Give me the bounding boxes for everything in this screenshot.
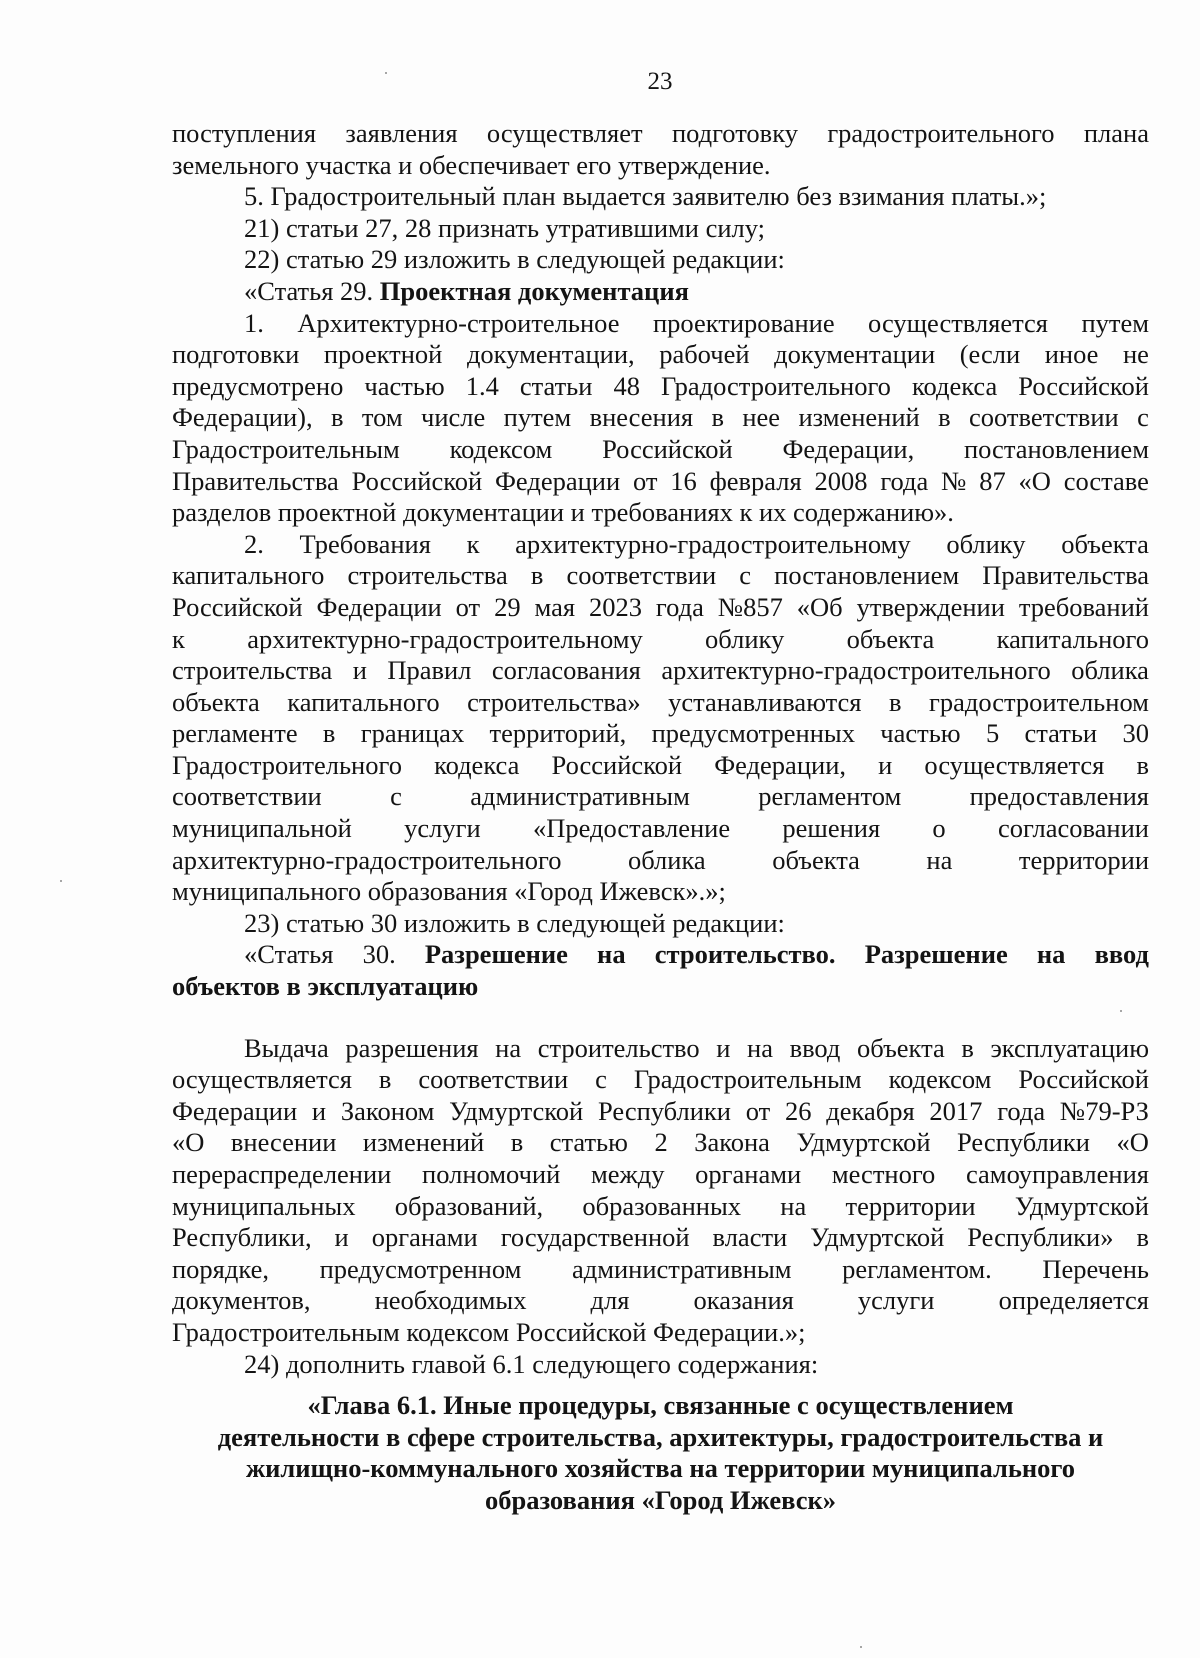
word: 2023 xyxy=(588,591,642,622)
bold-word: на xyxy=(1036,939,1066,970)
word: года xyxy=(655,591,704,622)
word: Градостроительным xyxy=(633,1064,862,1095)
word: от xyxy=(455,591,481,622)
scan-speck xyxy=(860,1646,862,1648)
word: проектной xyxy=(323,339,443,370)
text-line xyxy=(172,1222,1149,1254)
word: Республики, xyxy=(172,1222,312,1253)
text-line xyxy=(172,876,1149,908)
text-line xyxy=(172,560,1149,592)
word: предусмотренном xyxy=(319,1253,522,1284)
text-line xyxy=(172,1285,1149,1317)
word: разделов проектной документации и требованиях к их содержанию». xyxy=(172,497,954,528)
word: для xyxy=(590,1285,630,1316)
word: Архитектурно-строительное xyxy=(297,307,620,338)
word: на xyxy=(926,844,953,875)
word: не xyxy=(1122,339,1149,370)
word: Удмуртской xyxy=(810,1222,945,1253)
text-line xyxy=(172,434,1149,466)
word: мая xyxy=(534,591,576,622)
word: Федерации), xyxy=(172,402,313,433)
word: кодекса xyxy=(911,370,998,401)
word: 2008 xyxy=(814,465,868,496)
document-body xyxy=(172,118,1149,1380)
word: 2. xyxy=(244,528,264,559)
word: Федерации xyxy=(172,1095,298,1126)
word: в xyxy=(530,560,544,591)
word: осуществляется xyxy=(924,749,1105,780)
word: порядке, xyxy=(172,1253,269,1284)
word: органами xyxy=(371,1222,478,1253)
word: капитального xyxy=(172,560,325,591)
word: года xyxy=(880,465,929,496)
word: Законом xyxy=(340,1095,435,1126)
word: на xyxy=(780,1190,807,1221)
word: статьи xyxy=(519,370,593,401)
word: согласовании xyxy=(997,813,1149,844)
word: внесении xyxy=(230,1127,337,1158)
word: Правительства xyxy=(982,560,1149,591)
word: Перечень xyxy=(1042,1253,1149,1284)
word: частью xyxy=(364,370,445,401)
text-line xyxy=(172,1127,1149,1159)
word: соответствии xyxy=(969,402,1119,433)
word: решения xyxy=(782,813,881,844)
word: строительства» xyxy=(467,686,641,717)
word: в xyxy=(510,1127,524,1158)
word: с xyxy=(1137,402,1149,433)
word: 5. Градостроительный план выдается заявителю без взимания платы.»; xyxy=(244,181,1047,212)
word: с xyxy=(739,560,752,591)
word: границах xyxy=(360,718,465,749)
word: с xyxy=(595,1064,607,1095)
word: Градостроительного xyxy=(660,370,891,401)
word: «Статья 29. xyxy=(244,275,380,306)
word: строительства xyxy=(172,655,333,686)
word: от xyxy=(745,1095,771,1126)
word: документации xyxy=(774,339,936,370)
scan-speck xyxy=(60,880,62,882)
word: устанавливаются xyxy=(668,686,862,717)
word: к xyxy=(172,623,185,654)
word: Федерации xyxy=(495,465,621,496)
text-line xyxy=(172,497,1149,529)
word: «Об xyxy=(796,591,843,622)
word: 23) статью 30 изложить в следующей редакции: xyxy=(244,907,785,938)
word: Градостроительным кодексом Российской Федерации.»; xyxy=(172,1316,806,1347)
word: Российской xyxy=(351,465,483,496)
word: 29 xyxy=(494,591,521,622)
word: Республики xyxy=(598,1095,731,1126)
bold-word: Разрешение xyxy=(864,939,1008,970)
word: статью xyxy=(549,1127,628,1158)
word: Удмуртской xyxy=(796,1127,931,1158)
text-line xyxy=(172,718,1149,750)
word: архитектурно-градостроительного xyxy=(661,655,1051,686)
word: согласования xyxy=(491,655,641,686)
text-line xyxy=(172,181,1149,213)
word: кодексом xyxy=(888,1064,992,1095)
word: февраля xyxy=(709,465,802,496)
text-line xyxy=(172,529,1149,561)
word: Республики» xyxy=(967,1222,1114,1253)
word: органами xyxy=(695,1159,802,1189)
word: изменений xyxy=(798,402,920,433)
word: облику xyxy=(946,528,1026,559)
bold-word: Разрешение xyxy=(424,939,568,970)
text-line xyxy=(172,592,1149,624)
word: подготовки xyxy=(172,339,300,370)
scan-speck xyxy=(1120,1010,1122,1012)
word: услуги xyxy=(404,813,481,844)
word: путем xyxy=(1081,307,1149,338)
text-line xyxy=(172,624,1149,656)
word: разрешения xyxy=(345,1032,479,1063)
word: регламентом. xyxy=(842,1253,992,1284)
text-line xyxy=(172,687,1149,719)
word: плана xyxy=(1083,118,1149,148)
word: 26 xyxy=(784,1095,812,1126)
text-line xyxy=(172,402,1149,434)
word: №79-РЗ xyxy=(1059,1095,1149,1126)
word: Российской xyxy=(551,749,683,780)
word: территорий, xyxy=(489,718,627,749)
word: предусмотрено xyxy=(172,370,344,401)
word: Федерации, xyxy=(714,749,846,780)
text-line xyxy=(172,1349,1149,1381)
word: рабочей xyxy=(659,339,750,370)
scan-speck xyxy=(385,72,387,74)
word: том xyxy=(361,402,403,433)
heading-line: жилищно-коммунального хозяйства на территории муниципального xyxy=(245,1453,1076,1484)
word: архитектурно-градостроительному xyxy=(247,623,643,654)
word: строительство xyxy=(537,1032,700,1063)
word: Российской xyxy=(602,433,733,464)
word: составе xyxy=(1063,465,1149,496)
word: Российской xyxy=(172,591,303,622)
word: «Предоставление xyxy=(532,813,731,844)
word: эксплуатацию xyxy=(990,1032,1149,1063)
word: осуществляет xyxy=(486,118,643,148)
word: и xyxy=(716,1032,731,1063)
word: в xyxy=(888,686,902,717)
word: предоставления xyxy=(969,781,1149,812)
word: архитектурно-градостроительного xyxy=(172,844,562,875)
word: от xyxy=(632,465,658,496)
word: Удмуртской xyxy=(1014,1190,1149,1221)
word: утверждении xyxy=(856,591,1005,622)
word: в xyxy=(1136,1222,1149,1253)
word: оказания xyxy=(693,1285,794,1316)
chapter-heading xyxy=(172,1390,1149,1516)
word: 1.4 xyxy=(465,370,499,401)
word: статьи xyxy=(1024,718,1098,749)
word: муниципальной xyxy=(172,813,352,844)
word: облику xyxy=(705,623,785,654)
text-line xyxy=(172,813,1149,845)
text-line xyxy=(172,213,1149,245)
text-line xyxy=(172,939,1149,971)
word: декабря xyxy=(826,1095,915,1126)
word: Закона xyxy=(694,1127,770,1158)
text-line xyxy=(172,845,1149,877)
word: строительства xyxy=(347,560,508,591)
word: государственной xyxy=(500,1222,690,1253)
word: в xyxy=(711,402,724,433)
text-line xyxy=(172,1191,1149,1223)
word: Правил xyxy=(387,655,472,686)
word: осуществляется xyxy=(172,1064,352,1095)
word: документов, xyxy=(172,1285,311,1316)
word: документации, xyxy=(466,339,635,370)
word: Федерации xyxy=(316,591,442,622)
word: «О xyxy=(1018,465,1051,496)
word: на xyxy=(495,1032,522,1063)
word: 16 xyxy=(670,465,697,496)
word: объекта xyxy=(1061,528,1149,559)
word: регламенте xyxy=(172,718,298,749)
word: капитального xyxy=(996,623,1149,654)
word: числе xyxy=(421,402,486,433)
word: 5 xyxy=(985,718,1000,749)
text-line xyxy=(172,781,1149,813)
word: предусмотренных xyxy=(651,718,855,749)
word: Удмуртской xyxy=(449,1095,584,1126)
word: 30. xyxy=(362,939,396,970)
text-line xyxy=(172,150,1149,182)
word: нее xyxy=(742,402,781,433)
word: местного xyxy=(831,1159,936,1189)
word: «О xyxy=(172,1127,205,1158)
word: и xyxy=(878,749,893,780)
word: самоуправления xyxy=(965,1159,1149,1189)
text-line xyxy=(172,308,1149,340)
text-line xyxy=(172,655,1149,687)
word: объекта xyxy=(772,844,860,875)
text-line xyxy=(172,1096,1149,1128)
word: проектирование xyxy=(652,307,835,338)
text-line xyxy=(172,971,1149,1003)
text-line xyxy=(172,1317,1149,1349)
word: образований, xyxy=(394,1190,544,1221)
word: (если xyxy=(959,339,1021,370)
word: изменений xyxy=(362,1127,485,1158)
word: «Статья xyxy=(244,939,334,970)
bold-word: строительство. xyxy=(654,939,836,970)
text-line xyxy=(172,244,1149,276)
word: образованных xyxy=(582,1190,742,1221)
word: на xyxy=(747,1032,773,1063)
page-number: 23 xyxy=(647,68,673,95)
word: градостроительного xyxy=(827,118,1055,148)
bold-word: на xyxy=(597,939,626,970)
word: 2 xyxy=(654,1127,668,1158)
word: муниципального образования «Город Ижевск».»; xyxy=(172,876,726,907)
word: постановлением xyxy=(963,433,1149,464)
word: постановлением xyxy=(774,560,960,591)
word: частью xyxy=(880,718,961,749)
word: в xyxy=(330,402,344,433)
word: 22) статью 29 изложить в следующей редакции: xyxy=(244,244,785,275)
word: к xyxy=(466,528,480,559)
text-line xyxy=(172,908,1149,940)
word: года xyxy=(997,1095,1046,1126)
word: объекта xyxy=(172,686,260,717)
word: заявления xyxy=(345,118,458,148)
word: 30 xyxy=(1122,718,1149,749)
text-line xyxy=(172,276,1149,308)
word: облика xyxy=(627,844,706,875)
word: в xyxy=(322,718,336,749)
word: № xyxy=(941,465,967,496)
text-line xyxy=(172,1254,1149,1286)
bold-title: объектов в эксплуатацию xyxy=(172,971,479,1002)
word: Градостроительного xyxy=(172,749,402,780)
text-line xyxy=(172,466,1149,498)
word: подготовку xyxy=(671,118,798,148)
word: власти xyxy=(712,1222,788,1253)
word: в xyxy=(938,402,951,433)
word: определяется xyxy=(998,1285,1149,1316)
word: Федерации, xyxy=(782,433,915,464)
word: объекта xyxy=(857,1032,945,1063)
word: о xyxy=(932,813,946,844)
word: ввод xyxy=(789,1032,841,1063)
word: Правительства xyxy=(172,465,339,496)
word: между xyxy=(590,1159,665,1189)
text-line xyxy=(172,1064,1149,1096)
word: полномочий xyxy=(422,1159,561,1189)
text-line xyxy=(172,339,1149,371)
word: путем xyxy=(503,402,572,433)
word: кодексом xyxy=(449,433,553,464)
heading-line: «Глава 6.1. Иные процедуры, связанные с осуществлением xyxy=(307,1390,1014,1420)
word: территории xyxy=(845,1190,976,1221)
word: иное xyxy=(1044,339,1099,370)
word: кодекса xyxy=(434,749,520,780)
text-line xyxy=(172,750,1149,782)
word: в xyxy=(378,1064,392,1095)
word: поступления xyxy=(172,118,317,148)
word: облика xyxy=(1071,655,1149,686)
word: регламентом xyxy=(758,781,902,812)
word: соответствии xyxy=(566,560,717,591)
word: 21) статьи 27, 28 признать утратившими силу; xyxy=(244,212,766,243)
word: перераспределении xyxy=(172,1159,392,1189)
word: 24) дополнить главой 6.1 следующего содержания: xyxy=(244,1348,819,1379)
word: и xyxy=(334,1222,349,1253)
word: в xyxy=(961,1032,974,1063)
word: услуги xyxy=(857,1285,935,1316)
word: с xyxy=(390,781,402,812)
word: градостроительном xyxy=(928,686,1149,717)
text-line xyxy=(172,1159,1149,1191)
word: муниципальных xyxy=(172,1190,356,1221)
word: Градостроительным xyxy=(172,433,400,464)
word: архитектурно-градостроительному xyxy=(515,528,911,559)
word: в xyxy=(1136,749,1149,780)
word: административным xyxy=(470,781,690,812)
text-line xyxy=(172,118,1149,150)
word: капитального xyxy=(287,686,440,717)
word: Российской xyxy=(1018,370,1149,401)
word: объекта xyxy=(846,623,935,654)
heading-line: образования «Город Ижевск» xyxy=(484,1484,837,1515)
bold-word: ввод xyxy=(1094,939,1149,970)
bold-title: Проектная документация xyxy=(379,275,689,306)
heading-line: деятельности в сфере строительства, архитектуры, градостроительства и xyxy=(217,1421,1104,1452)
word: территории xyxy=(1018,844,1149,875)
word: 87 xyxy=(979,465,1006,496)
text-line xyxy=(172,1033,1149,1065)
word: 1. xyxy=(244,307,264,338)
word: административным xyxy=(571,1253,792,1284)
word: №857 xyxy=(717,591,783,622)
word: соответствии xyxy=(418,1064,569,1095)
word: внесения xyxy=(589,402,694,433)
word: необходимых xyxy=(374,1285,527,1316)
word: осуществляется xyxy=(868,307,1048,338)
word: 48 xyxy=(613,370,640,401)
word: Требования xyxy=(299,528,431,559)
word: Российской xyxy=(1018,1064,1149,1095)
word: 2017 xyxy=(929,1095,983,1126)
word: «О xyxy=(1116,1127,1149,1158)
text-line xyxy=(172,371,1149,403)
word: и xyxy=(352,655,367,686)
word: Выдача xyxy=(244,1032,329,1063)
word: требований xyxy=(1018,591,1149,622)
word: земельного участка и обеспечивает его утверждение. xyxy=(172,149,771,180)
word: Республики xyxy=(957,1127,1090,1158)
word: соответствии xyxy=(172,781,322,812)
word: и xyxy=(311,1095,327,1126)
